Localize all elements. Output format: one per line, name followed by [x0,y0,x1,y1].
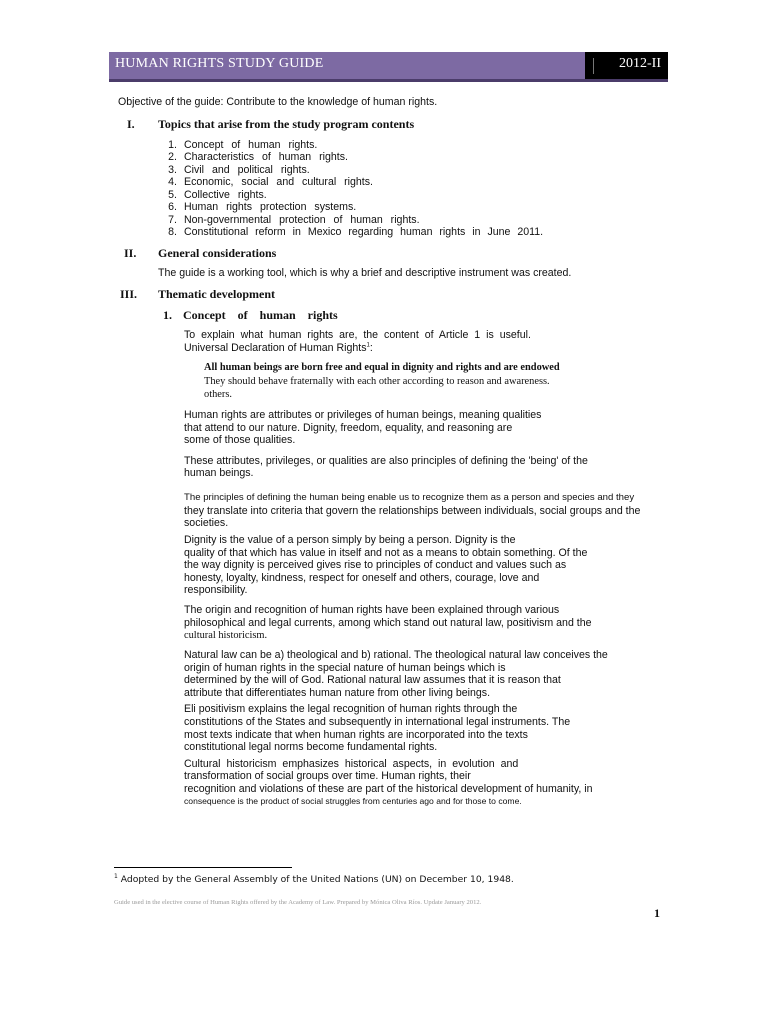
paragraph-line: the way dignity is perceived gives rise to principles of conduct and values such as [184,559,567,571]
footnote-mark: 1 [114,872,118,880]
paragraph-line: that attend to our nature. Dignity, freedom, equality, and reasoning are [184,422,513,434]
quote-line: All human beings are born free and equal in dignity and rights and are endowed [204,362,560,373]
paragraph-line: recognition and violations of these are part of the historical development of humanity, in [184,783,593,795]
paragraph-line: they translate into criteria that govern the relationships between individuals, social groups and the [184,505,641,517]
paragraph-line: attribute that differentiates human nature from other living beings. [184,687,491,699]
paragraph-line: These attributes, privileges, or qualities are also principles of defining the 'being' of the [184,455,588,467]
credit-line: Guide used in the elective course of Human Rights offered by the Academy of Law. Prepared by Mónica Oliva Ríos. Update January 2012. [114,899,482,906]
quote-line: others. [204,389,232,400]
section-1-numeral: I. [127,117,135,131]
section-2-text: The guide is a working tool, which is why a brief and descriptive instrument was created. [158,267,572,279]
paragraph-line: human beings. [184,467,254,479]
paragraph-line: Dignity is the value of a person simply by being a person. Dignity is the [184,534,516,546]
paragraph-line: Human rights are attributes or privileges of human beings, meaning qualities [184,409,542,421]
footnote-reference[interactable]: 1 [366,342,370,349]
paragraph-line: The origin and recognition of human rights have been explained through various [184,604,560,616]
document-period: 2012-II [619,56,661,71]
footnote-rule [114,867,292,868]
paragraph-line: philosophical and legal currents, among which stand out natural law, positivism and the [184,617,592,629]
section-2-numeral: II. [124,246,137,260]
header-bar [109,52,668,82]
section-2-heading: General considerations [158,246,277,260]
objective-line: Objective of the guide: Contribute to the knowledge of human rights. [118,96,438,108]
section-1-heading: Topics that arise from the study program contents [158,117,415,131]
document-title: HUMAN RIGHTS STUDY GUIDE [115,56,324,71]
paragraph-line: Natural law can be a) theological and b) rational. The theological natural law conceives the [184,649,608,661]
paragraph-line: most texts indicate that when human rights are incorporated into the texts [184,729,528,741]
section-3-heading: Thematic development [158,287,275,301]
paragraph-line: societies. [184,517,229,529]
paragraph-line: The principles of defining the human being enable us to recognize them as a person and species and they [184,492,635,503]
subsection-1-numeral: 1. [163,308,172,322]
paragraph-line: Eli positivism explains the legal recognition of human rights through the [184,703,518,715]
paragraph-line: quality of that which has value in itself and not as a means to obtain something. Of the [184,547,588,559]
paragraph-line: Cultural historicism emphasizes historical aspects, in evolution and [184,758,519,770]
subsection-1-heading: Concept of human rights [183,308,338,322]
section-3-numeral: III. [120,287,138,301]
paragraph-line: responsibility. [184,584,248,596]
paragraph-line: honesty, loyalty, kindness, respect for oneself and others, courage, love and [184,572,540,584]
paragraph-line: cultural historicism. [184,630,268,641]
paragraph-line: consequence is the product of social struggles from centuries ago and for those to come. [184,796,522,806]
page-number: 1 [654,906,660,920]
paragraph-line: origin of human rights in the special nature of human beings which is [184,662,506,674]
header-year-box [585,52,668,79]
intro-line: To explain what human rights are, the content of Article 1 is useful. [184,329,531,341]
paragraph-line: constitutions of the States and subsequently in international legal instruments. The [184,716,571,728]
paragraph-line: transformation of social groups over time. Human rights, their [184,770,471,782]
footnote: $^1$ Adopted by the General Assembly of the United Nations (UN) on December 10, 1948. [114,872,514,885]
paragraph-line: some of those qualities. [184,434,296,446]
intro-source: Universal Declaration of Human Rights$^1$: [184,342,373,354]
header-divider [593,58,594,74]
paragraph-line: determined by the will of God. Rational natural law assumes that it is reason that [184,674,561,686]
paragraph-line: constitutional legal norms become fundamental rights. [184,741,438,753]
quote-line: They should behave fraternally with each other according to reason and awareness. [204,376,550,387]
